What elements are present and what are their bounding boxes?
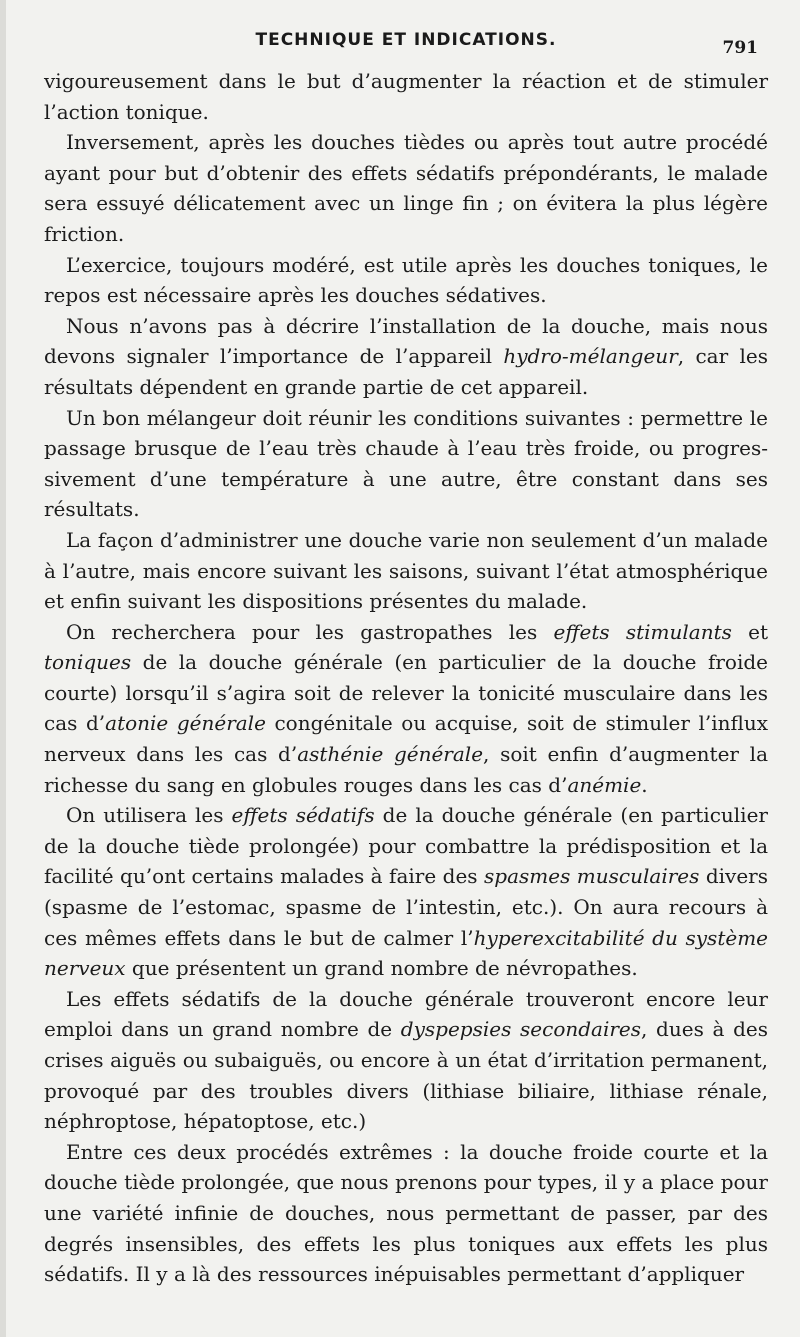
paragraph: [44, 1137, 768, 1290]
text-run: , dues à des crises aiguës ou subaiguës, ou encore à un état d’irritation permanent, provoqué par des troubles divers (lithiase biliaire, lithiase rénale, néphroptose, hépatoptose, etc.): [44, 1017, 768, 1134]
text-run: La façon d’administrer une douche varie non seulement d’un malade à l’autre, mais encore suivant les saisons, suivant l’état atmosphérique et enfin suivant les dispositions présentes du malade.: [44, 527, 768, 614]
italic-run: asthénie générale: [297, 742, 484, 767]
running-title: TECHNIQUE ET INDICATIONS.: [255, 30, 557, 50]
page-number: 791: [722, 38, 758, 58]
italic-run: toniques: [44, 650, 132, 675]
text-run: , car les résultats dépendent en grande partie de cet appareil.: [44, 344, 768, 399]
italic-run: dyspepsies secondaires: [400, 1017, 642, 1042]
paragraph: [44, 800, 768, 984]
text-run: L’exercice, toujours modéré, est utile après les douches toniques, le repos est nécessaire après les douches sédatives.: [44, 252, 768, 308]
paragraph: [44, 984, 768, 1137]
text-run: divers (spasme de l’estomac, spasme de l’intestin, etc.). On aura recours à ces mêmes effets dans le but de calmer l’: [44, 864, 768, 950]
text-run: .: [641, 772, 648, 797]
italic-run: atonie générale: [105, 711, 266, 736]
text-run: , soit enfin d’augmenter la richesse du sang en globules rouges dans les cas d’: [44, 742, 768, 797]
paragraph: [44, 617, 768, 801]
italic-run: hydro-mélangeur: [503, 344, 678, 369]
body-text: [44, 66, 768, 1290]
text-run: de la douche générale (en particulier de la douche froide courte) lorsqu’il s’agira soit de relever la tonicité musculaire dans les cas d’: [44, 650, 768, 736]
text-run: Nous n’avons pas à décrire l’installation de la douche, mais nous devons signaler l’importance de l’appareil: [44, 313, 768, 369]
text-run: que présentent un grand nombre de névropathes.: [125, 956, 638, 981]
text-run: vigoureusement dans le but d’augmenter la réaction et de stimuler l’action tonique.: [44, 69, 768, 124]
italic-run: effets sédatifs: [231, 803, 375, 828]
text-run: On recherchera pour les gastropathes les: [66, 619, 554, 644]
paragraph: [44, 66, 768, 127]
text-run: congénitale ou acquise, soit de stimuler l’influx nerveux dans les cas d’: [44, 711, 769, 767]
text-run: et: [731, 619, 768, 644]
paragraph: [44, 127, 768, 249]
text-run: de la douche générale (en particulier de la douche tiède prolongée) pour combattre la prédisposition et la facilité qu’ont certains malades à faire des: [44, 803, 768, 889]
text-run: Entre ces deux procédés extrêmes : la douche froide courte et la douche tiède prolongée, que nous prenons pour types, il y a place pour une variété infinie de douches, nous permettant de passer, par des degrés insensibles, des effets les plus toniques aux effets les plus sédatifs. Il y a là des ressources inépuisables permettant d’appliquer: [44, 1139, 768, 1287]
text-run: Inversement, après les douches tièdes ou après tout autre procédé ayant pour but d’obtenir des effets sédatifs prépondérants, le malade sera essuyé délicatement avec un linge fin ; on évitera la plus légère friction.: [44, 130, 768, 246]
paragraph: [44, 250, 768, 311]
paragraph: [44, 525, 768, 617]
italic-run: spasmes musculaires: [484, 864, 700, 889]
text-run: Les effets sédatifs de la douche générale trouveront encore leur emploi dans un grand nombre de: [44, 986, 768, 1042]
italic-run: hyperexcitabilité du système nerveux: [44, 925, 768, 981]
paragraph: [44, 311, 768, 403]
italic-run: anémie: [567, 772, 642, 797]
italic-run: effets stimulants: [553, 619, 732, 644]
text-run: On utilisera les: [66, 803, 232, 828]
paragraph: [44, 403, 768, 525]
text-run: Un bon mélangeur doit réunir les conditions suivantes : permettre le passage brusque de l’eau très chaude à l’eau très froide, ou progres-sivement d’une température à une autre, être constant dans ses résultats.: [44, 405, 768, 522]
